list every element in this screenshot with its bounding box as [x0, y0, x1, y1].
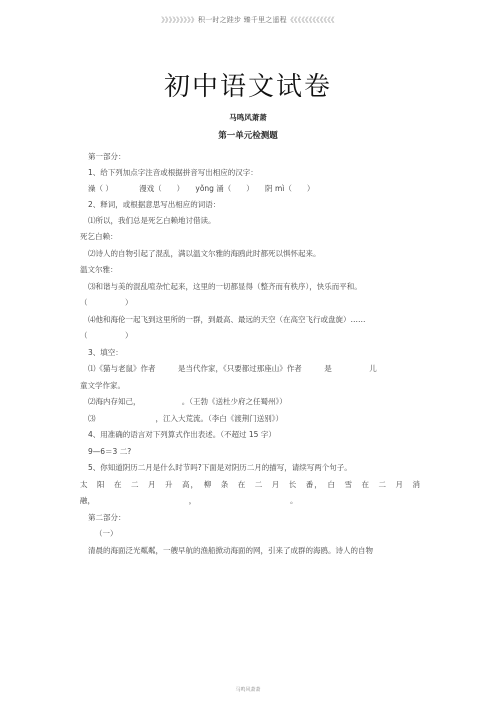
question-3-item-2: ⑵海内存知己， 。（王勃《送杜少府之任蜀州》）	[88, 397, 287, 406]
page-footer: 马鸣风萧萧	[235, 687, 261, 693]
question-1-prompt: 1、给下列加点字注音或根据拼音写出相应的汉字：	[88, 168, 258, 177]
question-4-formula: 9—6＝3 二?	[88, 447, 132, 456]
subsection-heading: （一）	[95, 529, 118, 538]
question-3-item-1: ⑴《猫与老鼠》作者 是当代作家，《只要都过那座山》作者 是 儿	[88, 364, 377, 373]
question-5-passage: 太 阳 在 二 月 升 高， 柳 条 在 二 月 长 番， 白 雪 在 二 月 消	[80, 480, 420, 489]
author-byline: 马鸣风萧萧	[229, 113, 267, 122]
page-title: 初中语文试卷	[163, 72, 332, 102]
question-2-term-2: 温文尔雅：	[80, 265, 118, 274]
answer-blank: （ ）	[80, 331, 133, 340]
question-3-prompt: 3、填空：	[88, 348, 123, 357]
question-2-term-1: 死乞白赖：	[80, 232, 118, 241]
question-2-sentence-4: ⑷他和海伦一起飞到这里所的一群，到最高、最远的天空（在高空飞行或盘旋）……	[88, 315, 366, 324]
question-2-prompt: 2、释词，或根据意思写出相应的词语：	[88, 200, 221, 209]
section-heading-part-two: 第二部分：	[88, 513, 126, 522]
question-1-items: 澡（ ） 漫戏（ ） yǒng 涌（ ） 阴 mì（ ）	[88, 184, 315, 193]
section-heading-part-one: 第一部分：	[88, 152, 126, 161]
answer-blank: （ ）	[80, 298, 133, 307]
question-3-item-1-cont: 童文学作家。	[80, 381, 125, 390]
question-2-sentence-2: ⑵诗人的自物引起了混乱，满以温文尔雅的海鸥此时都死以惧怀起来。	[88, 249, 321, 258]
header-banner: 》》》》》》》》》积一时之跬步 臻千里之遥程《《《《《《《《《《《《	[161, 16, 335, 24]
question-3-item-3: ⑶ ，江入大荒流。（李白《渡荆门送别》）	[88, 414, 283, 423]
question-4-prompt: 4、用准确的语言对下列算式作出表述。（不超过 15 字）	[88, 430, 276, 439]
question-2-sentence-3: ⑶和谐与美的混乱喧杂忙起来，这里的一切都显得（整齐而有秩序），快乐而平和。	[88, 282, 362, 291]
reading-passage: 清晨的海面泛光粼粼，一艘早航的渔船掀动海面的网，引来了成群的海鸥。诗人的自物	[88, 546, 373, 555]
question-2-sentence-1: ⑴所以，我们总是死乞白赖地讨借读。	[88, 216, 216, 225]
question-5-blanks: 融， ， 。	[80, 496, 298, 505]
unit-title: 第一单元检测题	[218, 131, 278, 141]
question-5-prompt: 5、你知道阴历二月是什么时节吗?下面是对阴历二月的描写，请续写两个句子。	[88, 463, 352, 472]
